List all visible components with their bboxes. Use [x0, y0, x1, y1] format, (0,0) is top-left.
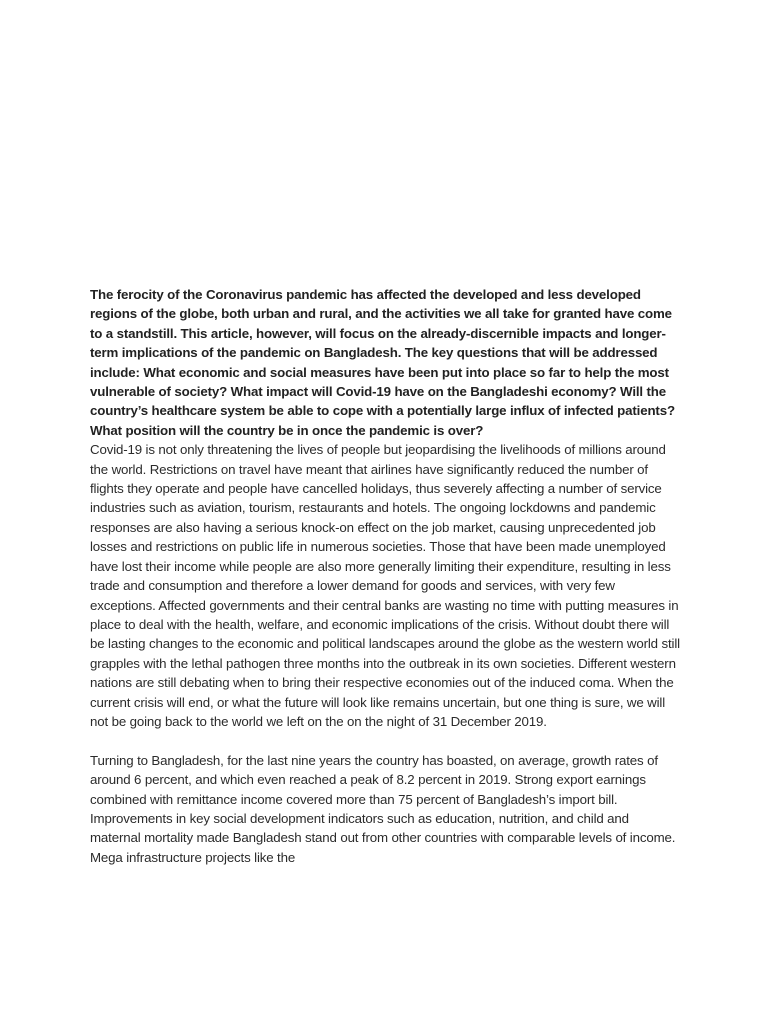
- abstract-paragraph: The ferocity of the Coronavirus pandemic has affected the developed and less developed regions of the globe, both urban and rural, and the activities we all take for granted have come to a standstill. This article, however, will focus on the already-discernible impacts and longer-term implications of the pandemic on Bangladesh. The key questions that will be addressed include: What economic and social measures have been put into place so far to help the most vulnerable of society? What impact will Covid-19 have on the Bangladeshi economy? Will the country’s healthcare system be able to cope with a potentially large influx of infected patients? What position will the country be in once the pandemic is over?: [90, 287, 675, 438]
- document-page: [90, 285, 680, 867]
- body-paragraph: Turning to Bangladesh, for the last nine years the country has boasted, on average, growth rates of around 6 percent, and which even reached a peak of 8.2 percent in 2019. Strong export earnings combined with remittance income covered more than 75 percent of Bangladesh’s import bill. Improvements in key social development indicators such as education, nutrition, and child and maternal mortality made Bangladesh stand out from other countries with comparable levels of income. Mega infrastructure projects like the: [90, 752, 676, 865]
- body-paragraph: Covid-19 is not only threatening the lives of people but jeopardising the livelihoods of millions around the world. Restrictions on travel have meant that airlines have significantly reduced the number of flights they operate and people have cancelled holidays, thus severely affecting a number of service industries such as aviation, tourism, restaurants and hotels. The ongoing lockdowns and pandemic responses are also having a serious knock-on effect on the job market, causing unprecedented job losses and restrictions on public life in numerous societies. Those that have been made unemployed have lost their income while people are also more generally limiting their expenditure, resulting in less trade and consumption and therefore a lower demand for goods and services, with very few exceptions. Affected governments and their central banks are wasting no time with putting measures in place to deal with the health, welfare, and economic implications of the crisis. Without doubt there will be lasting changes to the economic and political landscapes around the globe as the western world still grapples with the lethal pathogen three months into the outbreak in its own societies. Different western nations are still debating when to bring their respective economies out of the induced coma. When the current crisis will end, or what the future will look like remains uncertain, but one thing is sure, we will not be going back to the world we left on the on the night of 31 December 2019.: [90, 442, 680, 729]
